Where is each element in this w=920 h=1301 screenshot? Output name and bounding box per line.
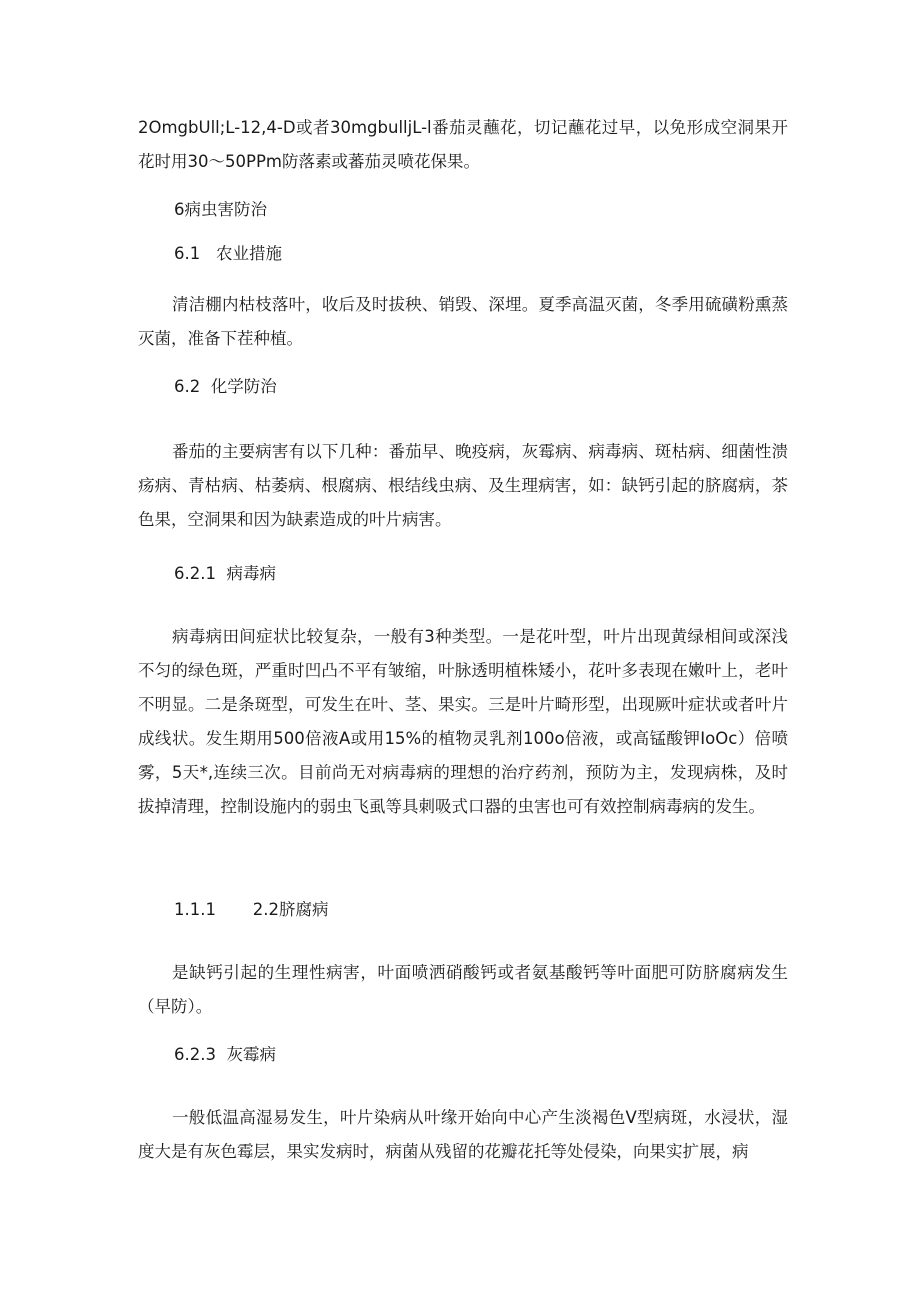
paragraph-6-2-3: 一般低温高湿易发生，叶片染病从叶缘开始向中心产生淡褐色V型病斑，水浸状，湿度大是有灰色霉层，果实发病时，病菌从残留的花瓣花托等处侵染，向果实扩展，病 [138,1108,788,1161]
heading-6-2-1: 6.2.1 病毒病 [174,564,276,583]
paragraph-6-2-1: 病毒病田间症状比较复杂，一般有3种类型。一是花叶型，叶片出现黄绿相间或深浅不匀的绿色斑，严重时凹凸不平有皱缩，叶脉透明植株矮小，花叶多表现在嫩叶上，老叶不明显。二是条斑型，可发生在叶、茎、果实。三是叶片畸形型，出现厥叶症状或者叶片成线状。发生期用500倍液A或用15%的植物灵乳剂100o倍液，或高锰酸钾IoOc）倍喷雾，5天*,连续三次。目前尚无对病毒病的理想的治疗药剂，预防为主，发现病株，及时拔掉清理，控制设施内的弱虫飞虱等具刺吸式口器的虫害也可有效控制病毒病的发生。 [138,627,788,816]
paragraph-intro: 2OmgbUll;L-12,4-D或者30mgbulljL-l番茄灵蘸花，切记蘸花过早，以免形成空洞果开花时用30～50PPm防落素或蕃茄灵喷花保果。 [138,118,788,171]
heading-6-1: 6.1 农业措施 [174,244,282,263]
heading-6-2-3: 6.2.3 灰霉病 [174,1045,276,1064]
paragraph-2-2: 是缺钙引起的生理性病害，叶面喷洒硝酸钙或者氨基酸钙等叶面肥可防脐腐病发生（早防）。 [138,963,788,1016]
heading-6: 6病虫害防治 [174,200,267,219]
paragraph-6-2: 番茄的主要病害有以下几种：番茄早、晚疫病，灰霉病、病毒病、斑枯病、细菌性溃疡病、青枯病、枯萎病、根腐病、根结线虫病、及生理病害，如：缺钙引起的脐腐病，茶色果，空洞果和因为缺素造成的叶片病害。 [138,442,788,529]
heading-1-1-1: 1.1.1 2.2脐腐病 [174,900,329,919]
paragraph-6-1: 清洁棚内枯枝落叶，收后及时拔秧、销毁、深埋。夏季高温灭菌，冬季用硫磺粉熏蒸灭菌，准备下茬种植。 [138,295,788,348]
heading-6-2: 6.2 化学防治 [174,377,277,396]
